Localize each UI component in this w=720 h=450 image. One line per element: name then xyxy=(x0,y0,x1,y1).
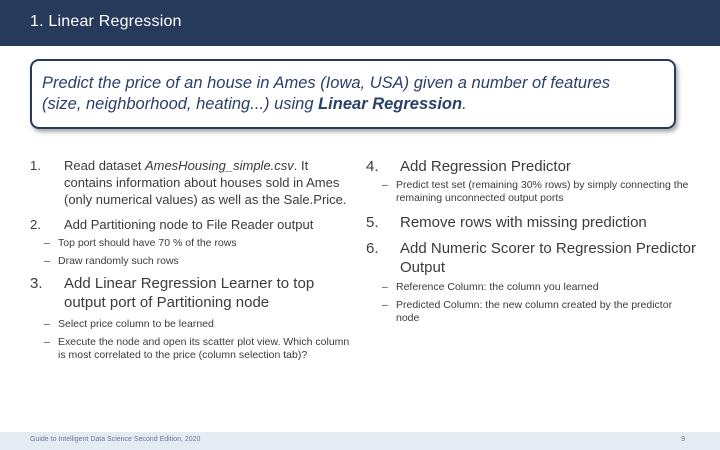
step-4 xyxy=(366,157,696,205)
steps-right-column xyxy=(366,157,696,330)
step-text: Add Partitioning node to File Reader output xyxy=(64,217,314,232)
footer-bar xyxy=(0,432,720,450)
step-number: 5. xyxy=(366,214,379,231)
list-item: – Reference Column: the column you learned xyxy=(382,281,599,293)
callout-line-1: Predict the price of an house in Ames (Iowa, USA) given a number of features xyxy=(42,74,611,92)
step-4-subitems xyxy=(366,179,696,205)
step-text: Add Regression Predictor xyxy=(400,158,571,175)
list-item: – Execute the node and open its scatter plot view. Which column is most correlated to the price (column selection tab)? xyxy=(44,336,350,361)
slide-title: 1. Linear Regression xyxy=(30,13,182,30)
step-6 xyxy=(366,239,696,325)
step-2 xyxy=(30,216,350,268)
list-item: – Predicted Column: the new column created by the predictor node xyxy=(382,299,673,324)
step-number: 1. xyxy=(30,158,41,173)
step-3-subitems xyxy=(30,318,350,362)
list-item: – Select price column to be learned xyxy=(44,318,214,330)
list-item: – Top port should have 70 % of the rows xyxy=(44,237,237,249)
step-number: 3. xyxy=(30,275,43,292)
step-number: 4. xyxy=(366,158,379,175)
title-bar xyxy=(0,0,720,46)
step-1 xyxy=(30,157,350,208)
step-5 xyxy=(366,213,696,232)
step-number: 2. xyxy=(30,217,41,232)
footer-citation: Guide to Intelligent Data Science Second Edition, 2020 xyxy=(30,436,201,443)
steps-left-column xyxy=(30,157,350,367)
step-text: Read dataset AmesHousing_simple.csv. It contains information about houses sold in Ames (only numerical values) as well as the Sale.Price. xyxy=(64,158,347,207)
list-item: – Draw randomly such rows xyxy=(44,255,179,267)
step-text: Add Numeric Scorer to Regression Predictor Output xyxy=(400,240,696,276)
step-6-subitems xyxy=(366,281,696,325)
step-text: Add Linear Regression Learner to top output port of Partitioning node xyxy=(64,275,315,311)
step-2-subitems xyxy=(30,237,350,268)
list-item: – Predict test set (remaining 30% rows) by simply connecting the remaining unconnected output ports xyxy=(382,179,689,204)
step-3 xyxy=(30,274,350,362)
step-text: Remove rows with missing prediction xyxy=(400,214,647,231)
callout-emphasis: Linear Regression xyxy=(318,95,463,113)
callout-line-2: (size, neighborhood, heating...) using Linear Regression. xyxy=(42,95,467,113)
task-callout-box xyxy=(30,59,676,129)
step-number: 6. xyxy=(366,240,379,257)
dataset-filename: AmesHousing_simple.csv xyxy=(144,158,294,173)
page-number: 9 xyxy=(681,436,685,443)
